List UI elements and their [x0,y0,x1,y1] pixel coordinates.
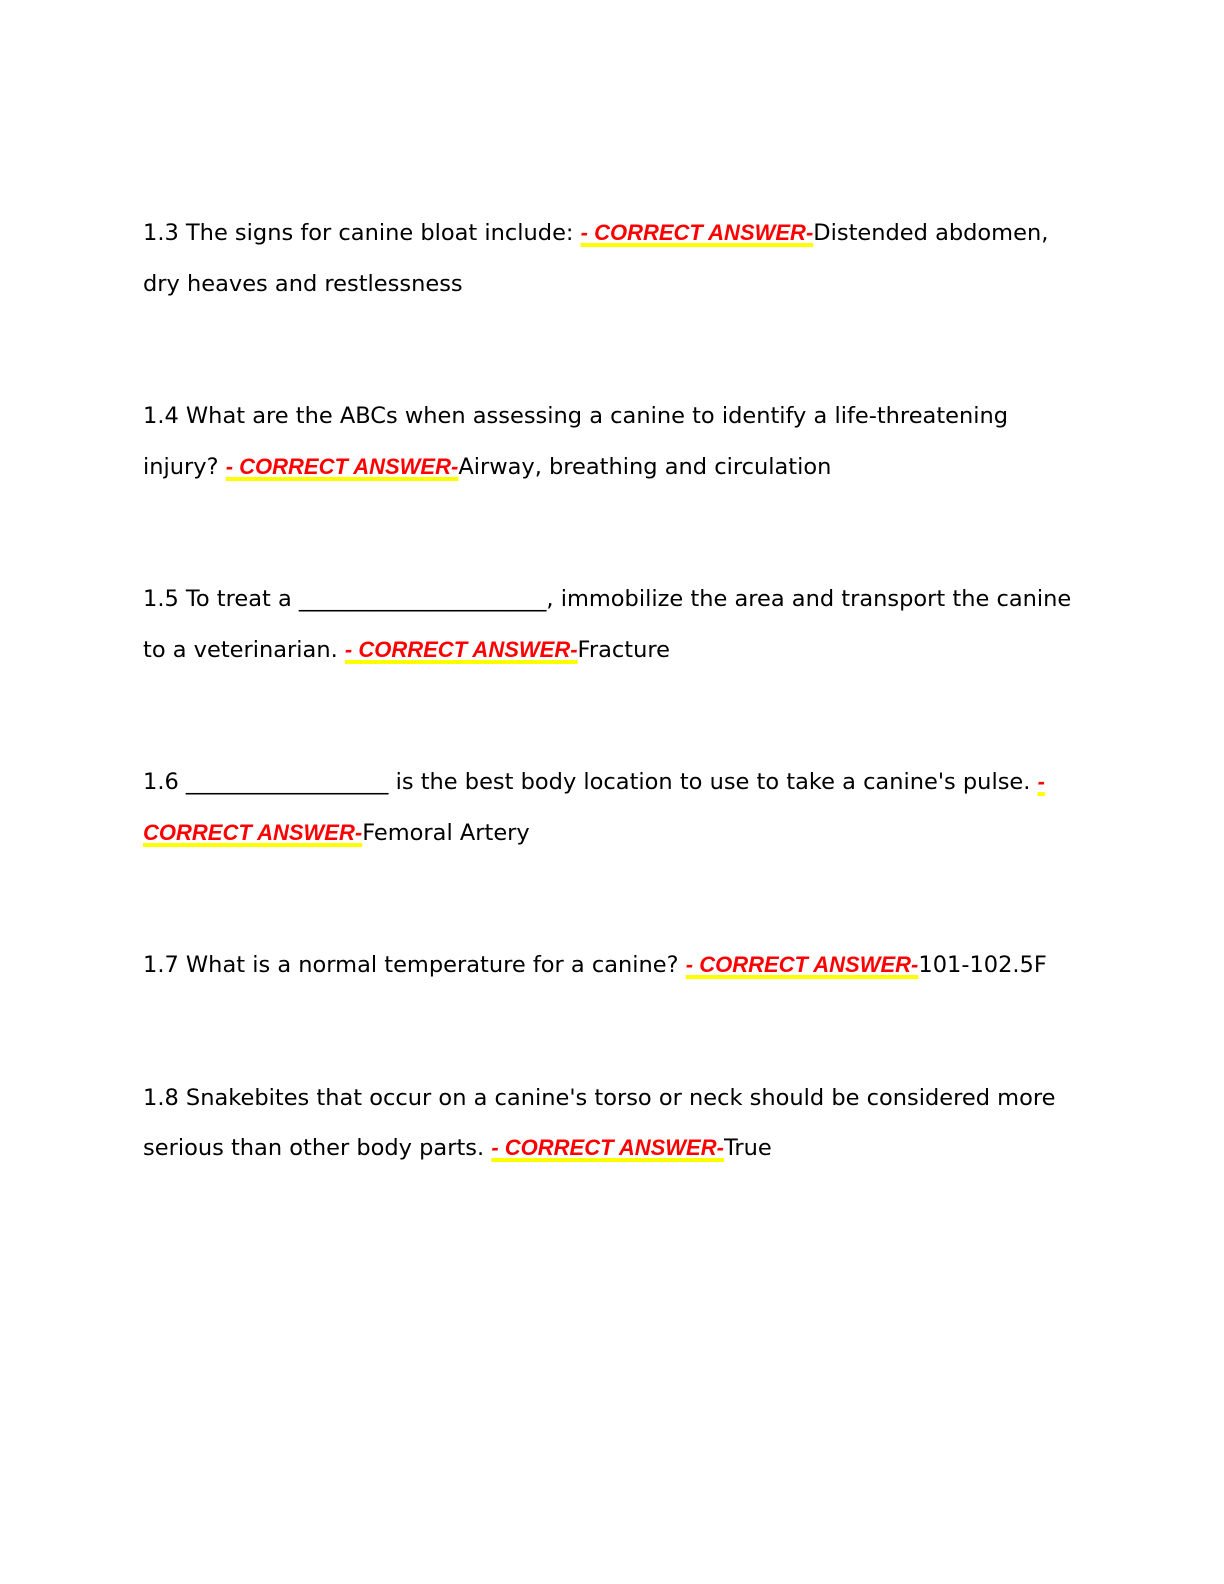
question-answer-list [143,208,1083,1256]
qa-item-1-6 [143,757,1083,858]
answer-text: Distended abdomen, dry heaves and restlessness [143,220,1049,297]
answer-text: Fracture [577,636,670,663]
qa-item-1-7 [143,940,1083,991]
answer-text: True [723,1135,772,1161]
correct-answer-marker: - CORRECT ANSWER- [344,636,578,662]
question-text: 1.4 What are the ABCs when assessing a canine to identify a life-threatening injury? [143,403,1009,480]
answer-text: Femoral Artery [362,819,530,846]
correct-answer-marker: - CORRECT ANSWER- [685,952,919,977]
correct-answer-marker: - CORRECT ANSWER- [225,453,459,479]
question-text: 1.6 __________________ is the best body location to use to take a canine's pulse. [143,769,1038,795]
qa-item-1-8 [143,1073,1083,1174]
qa-item-1-4 [143,391,1083,492]
correct-answer-marker: - CORRECT ANSWER- [143,769,1045,845]
correct-answer-marker: - CORRECT ANSWER- [491,1135,724,1160]
qa-item-1-5 [143,574,1083,675]
qa-item-1-3 [143,208,1083,309]
question-text: 1.5 To treat a ______________________, immobilize the area and transport the canine to a veterinarian. [143,586,1072,663]
answer-text: Airway, breathing and circulation [458,453,832,480]
question-text: 1.3 The signs for canine bloat include: [143,220,581,246]
correct-answer-marker: - CORRECT ANSWER- [580,220,814,245]
question-text: 1.7 What is a normal temperature for a canine? [143,952,686,978]
question-text: 1.8 Snakebites that occur on a canine's torso or neck should be considered more serious than other body parts. [143,1084,1056,1161]
answer-text: 101-102.5F [918,952,1047,978]
